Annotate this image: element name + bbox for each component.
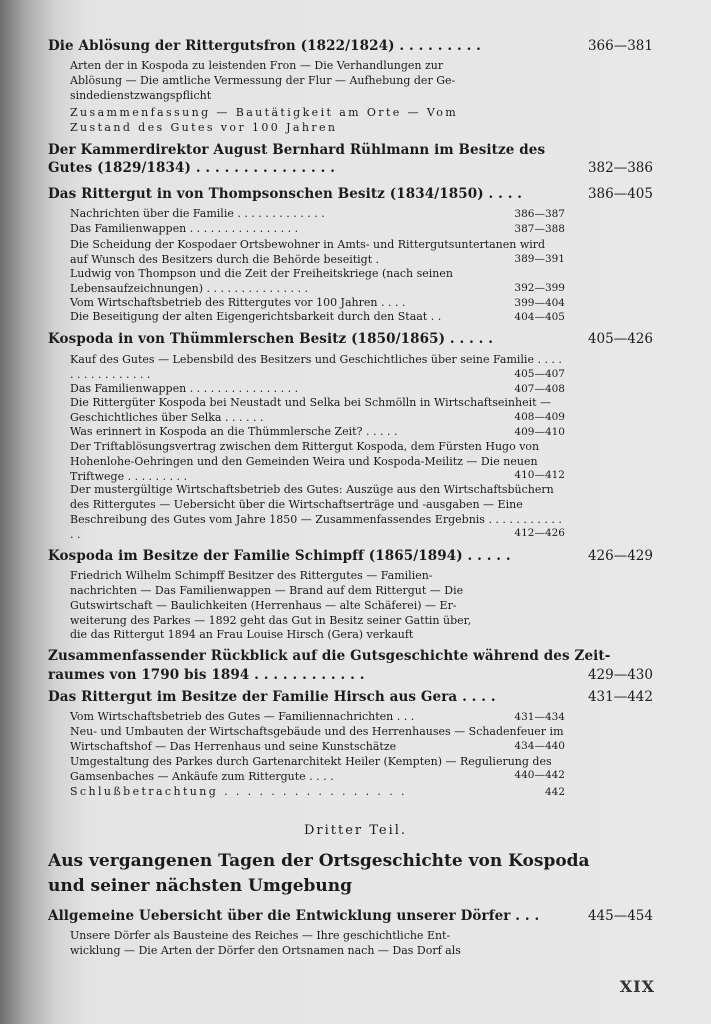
page-number: XIX: [619, 977, 655, 996]
toc-sub-line: Ablösung — Die amtliche Vermessung der Flur — Aufhebung der Ge-: [70, 74, 456, 87]
toc-entry-title: Zusammenfassender Rückblick auf die Gutsgeschichte während des Zeit-: [48, 648, 611, 664]
toc-entry-pages: 382—386: [587, 160, 653, 176]
toc-entry-title: Das Rittergut im Besitze der Familie Hirsch aus Gera . . . .: [48, 689, 496, 705]
toc-sub-line: Neu- und Umbauten der Wirtschaftsgebäude und des Herrenhauses — Schadenfeuer im Wirtschaftshof — Das Herrenhaus und seine Kunstschätze: [70, 725, 564, 753]
toc-entry-title: Das Rittergut in von Thompsonschen Besitz (1834/1850) . . . .: [48, 186, 523, 202]
toc-entry-title: Der Kammerdirektor August Bernhard Rühlmann im Besitze des: [48, 142, 546, 158]
toc-sub-line: Zusammenfassung — Bautätigkeit am Orte — Vom: [70, 106, 459, 119]
toc-sub-pages: 389—391: [514, 253, 565, 265]
toc-sub-line: wicklung — Die Arten der Dörfer den Ortsnamen nach — Das Dorf als: [70, 944, 461, 957]
toc-entry-pages: 429—430: [587, 667, 653, 683]
toc-sub-pages: 399—404: [514, 297, 565, 309]
toc-sub-line: Ludwig von Thompson und die Zeit der Freiheitskriege (nach seinen Lebensaufzeichnungen) . . . . . . . . . . . . . . .: [70, 267, 453, 295]
toc-sub-pages: 387—388: [514, 223, 565, 235]
toc-sub-line: Arten der in Kospoda zu leistenden Fron — Die Verhandlungen zur: [70, 59, 444, 72]
toc-sub-line: Der Triftablösungsvertrag zwischen dem Rittergut Kospoda, dem Fürsten Hugo von Hohenlohe-Oehringen und den Gemeinden Weira und Kospoda-Meilitz — Die neuen Triftwege . . . . . . . . .: [70, 440, 540, 483]
toc-sub-pages: 392—399: [514, 282, 565, 294]
toc-entry-title: Kospoda im Besitze der Familie Schimpff (1865/1894) . . . . .: [48, 548, 511, 564]
toc-sub-pages: 409—410: [514, 426, 565, 438]
toc-sub-line: Schlußbetrachtung . . . . . . . . . . . . . . . .: [70, 785, 407, 798]
part-label: Dritter Teil.: [303, 823, 408, 838]
toc-entry-pages: 445—454: [587, 908, 653, 924]
toc-sub-line: Unsere Dörfer als Bausteine des Reiches — Ihre geschichtliche Ent-: [70, 929, 451, 942]
toc-sub-pages: 434—440: [514, 740, 565, 752]
toc-sub-line: sindedienstzwangspflicht: [70, 89, 212, 102]
toc-sub-line: Die Rittergüter Kospoda bei Neustadt und Selka bei Schmölln in Wirtschaftseinheit — Geschichtliches über Selka . . . . . .: [70, 396, 552, 424]
toc-sub-line: Zustand des Gutes vor 100 Jahren: [70, 121, 338, 134]
toc-sub-line: Nachrichten über die Familie . . . . . . . . . . . . .: [70, 207, 325, 220]
toc-sub-pages: 431—434: [514, 711, 565, 723]
toc-sub-pages: 440—442: [514, 769, 565, 781]
toc-sub-line: Das Familienwappen . . . . . . . . . . . . . . . .: [70, 222, 299, 235]
toc-sub-pages: 412—426: [514, 527, 565, 539]
toc-entry-title-cont: raumes von 1790 bis 1894 . . . . . . . . . . . .: [48, 667, 365, 683]
toc-sub-pages: 386—387: [514, 208, 565, 220]
toc-sub-line: Vom Wirtschaftsbetrieb des Gutes — Familiennachrichten . . .: [70, 710, 415, 723]
toc-sub-pages: 408—409: [514, 411, 565, 423]
toc-sub-line: Kauf des Gutes — Lebensbild des Besitzers und Geschichtliches über seine Familie . . . . . . . . . . . . . . . .: [70, 353, 562, 381]
toc-entry-title-cont: Gutes (1829/1834) . . . . . . . . . . . . . . .: [48, 160, 336, 176]
toc-sub-pages: 407—408: [514, 383, 565, 395]
toc-entry-pages: 426—429: [587, 548, 653, 564]
toc-sub-line: Umgestaltung des Parkes durch Gartenarchitekt Heiler (Kempten) — Regulierung des Gamsenbaches — Ankäufe zum Rittergute . . . .: [70, 755, 552, 783]
toc-entry-title: Kospoda in von Thümmlerschen Besitz (1850/1865) . . . . .: [48, 331, 494, 347]
toc-sub-line: Der mustergültige Wirtschaftsbetrieb des Gutes: Auszüge aus den Wirtschaftsbüchern des Rittergutes — Uebersicht über die Wirtschaftserträge und -ausgaben — Eine Beschreibung des Gutes vom Jahre 1850 — Zusammenfassendes Ergebnis . . . . . . . . . . . . .: [70, 483, 562, 541]
toc-sub-line: Gutswirtschaft — Baulichkeiten (Herrenhaus — alte Schäferei) — Er-: [70, 599, 457, 612]
toc-entry-title: Die Ablösung der Rittergutsfron (1822/1824) . . . . . . . . .: [48, 38, 481, 54]
toc-sub-line: Friedrich Wilhelm Schimpff Besitzer des Rittergutes — Familien-: [70, 569, 433, 582]
toc-sub-pages: 404—405: [514, 311, 565, 323]
toc-sub-line: weiterung des Parkes — 1892 geht das Gut in Besitz seiner Gattin über,: [70, 614, 472, 627]
toc-sub-line: Die Scheidung der Kospodaer Ortsbewohner in Amts- und Rittergutsuntertanen wird auf Wunsch des Besitzers durch die Behörde beseitigt .: [70, 238, 546, 266]
toc-sub-line: Vom Wirtschaftsbetrieb des Rittergutes vor 100 Jahren . . . .: [70, 296, 406, 309]
toc-sub-line: Die Beseitigung der alten Eigengerichtsbarkeit durch den Staat . .: [70, 310, 442, 323]
toc-entry-pages: 431—442: [587, 689, 653, 705]
toc-sub-line: Das Familienwappen . . . . . . . . . . . . . . . .: [70, 382, 299, 395]
toc-sub-line: die das Rittergut 1894 an Frau Louise Hirsch (Gera) verkauft: [70, 628, 414, 641]
toc-sub-line: nachrichten — Das Familienwappen — Brand auf dem Rittergut — Die: [70, 584, 464, 597]
toc-sub-pages: 410—412: [514, 469, 565, 481]
part-title-cont: und seiner nächsten Umgebung: [48, 876, 353, 896]
toc-entry-pages: 386—405: [587, 186, 653, 202]
toc-entry-title: Allgemeine Uebersicht über die Entwicklung unserer Dörfer . . .: [48, 908, 540, 924]
toc-sub-pages: 442: [544, 786, 565, 798]
toc-sub-line: Was erinnert in Kospoda an die Thümmlersche Zeit? . . . . .: [70, 425, 398, 438]
toc-entry-pages: 405—426: [587, 331, 653, 347]
part-title: Aus vergangenen Tagen der Ortsgeschichte von Kospoda: [48, 851, 590, 871]
toc-entry-pages: 366—381: [587, 38, 653, 54]
toc-sub-pages: 405—407: [514, 368, 565, 380]
